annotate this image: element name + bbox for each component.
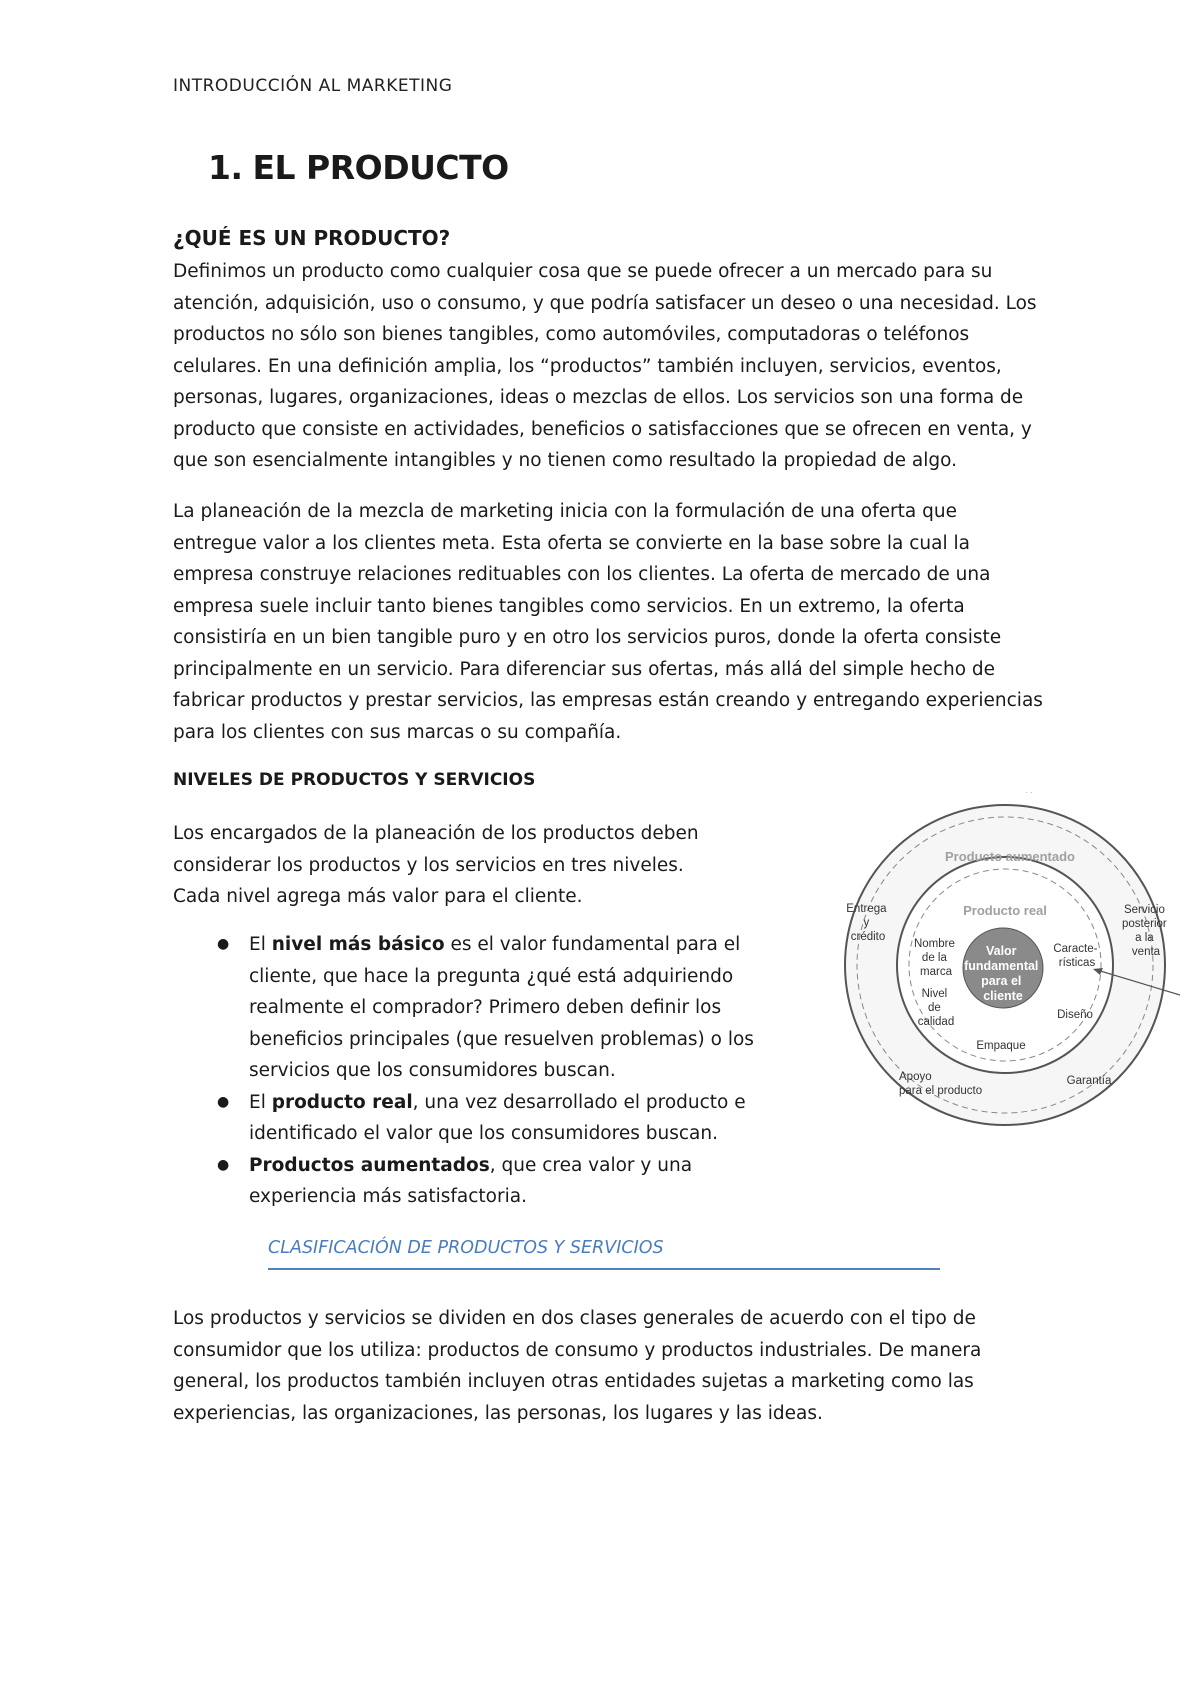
paragraph-niveles-intro: Los encargados de la planeación de los productos deben considerar los productos y los servicios en tres niveles. Cada nivel agrega más valor para el cliente. (173, 823, 699, 907)
list-item: ● El nivel más básico es el valor fundamental para el cliente, que hace la pregunta ¿qué está adquiriendo realmente el comprador? Primero deben definir los beneficios principales (que resuelven problemas) o los servicios que los consumidores buscan. (173, 929, 773, 1087)
heading-underline (268, 1268, 940, 1270)
title-number: 1. (208, 148, 243, 187)
brand-name-label: Nombre de la marca (913, 938, 955, 978)
bullet-icon: ● (217, 936, 230, 952)
warranty-label: Garantía (1066, 1075, 1112, 1087)
paragraph-clasificacion: Los productos y servicios se dividen en dos clases generales de acuerdo con el tipo de consumidor que los utiliza: productos de consumo y productos industriales. De manera general, los productos también incluyen otras entidades sujetas a marketing como las experiencias, las organizaciones, las personas, los lugares y las ideas. (173, 1308, 982, 1424)
augmented-product-label: Producto aumentado (944, 849, 1076, 864)
page-header: INTRODUCCIÓN AL MARKETING (173, 76, 453, 96)
paragraph-definicion: Definimos un producto como cualquier cosa que se puede ofrecer a un mercado para su atención, adquisición, uso o consumo, y que podría satisfacer un deseo o una necesidad. Los productos no sólo son bienes tangibles, como automóviles, computadoras o teléfonos celulares. En una definición amplia, los “productos” también incluyen, servicios, eventos, personas, lugares, organizaciones, ideas o mezclas de ellos. Los servicios son una forma de producto que consiste en actividades, beneficios o satisfacciones que se ofrecen en venta, y que son esencialmente intangibles y no tienen como resultado la propiedad de algo. (173, 261, 1037, 471)
title-text: EL PRODUCTO (252, 148, 509, 187)
design-label: Diseño (1057, 1009, 1093, 1021)
product-support-label: Apoyo para el producto (899, 1071, 983, 1097)
section-heading-clasificacion: CLASIFICACIÓN DE PRODUCTOS Y SERVICIOS (268, 1238, 664, 1258)
paragraph-planeacion: La planeación de la mezcla de marketing inicia con la formulación de una oferta que entregue valor a los clientes meta. Esta oferta se convierte en la base sobre la cual la empresa construye relaciones redituables con los clientes. La oferta de mercado de una empresa suele incluir tanto bienes tangibles como servicios. En un extremo, la oferta consistiría en un bien tangible puro y en otro los servicios puros, donde la oferta consiste principalmente en un servicio. Para diferenciar sus ofertas, más allá del simple hecho de fabricar productos y prestar servicios, las empresas están creando y entregando experiencias para los clientes con sus marcas o su compañía. (173, 501, 1043, 743)
packaging-label: Empaque (976, 1040, 1026, 1052)
core-value-label: Valor fundamental para el cliente (964, 944, 1039, 1003)
actual-product-label: Producto real (963, 903, 1047, 918)
delivery-credit-label: Entrega y crédito (846, 903, 887, 943)
niveles-list (173, 929, 773, 1213)
section-heading-niveles: NIVELES DE PRODUCTOS Y SERVICIOS (173, 770, 536, 790)
section-heading-que-es: ¿QUÉ ES UN PRODUCTO? (173, 226, 451, 250)
list-item: ● Productos aumentados, que crea valor y una experiencia más satisfactoria. (173, 1150, 773, 1213)
features-label: Caracte- rísticas (1053, 943, 1098, 969)
product-levels-diagram (835, 780, 1180, 1140)
scan-mark: · · (1025, 788, 1033, 797)
list-item: ● El producto real, una vez desarrollado el producto e identificado el valor que los consumidores buscan. (173, 1087, 773, 1150)
bullet-icon: ● (217, 1093, 230, 1110)
quality-level-label: Nivel de calidad (917, 988, 955, 1028)
page-title (208, 148, 509, 187)
bullet-icon: ● (217, 1156, 230, 1173)
after-sale-service-label: Servicio posterior a la venta (1122, 904, 1167, 958)
